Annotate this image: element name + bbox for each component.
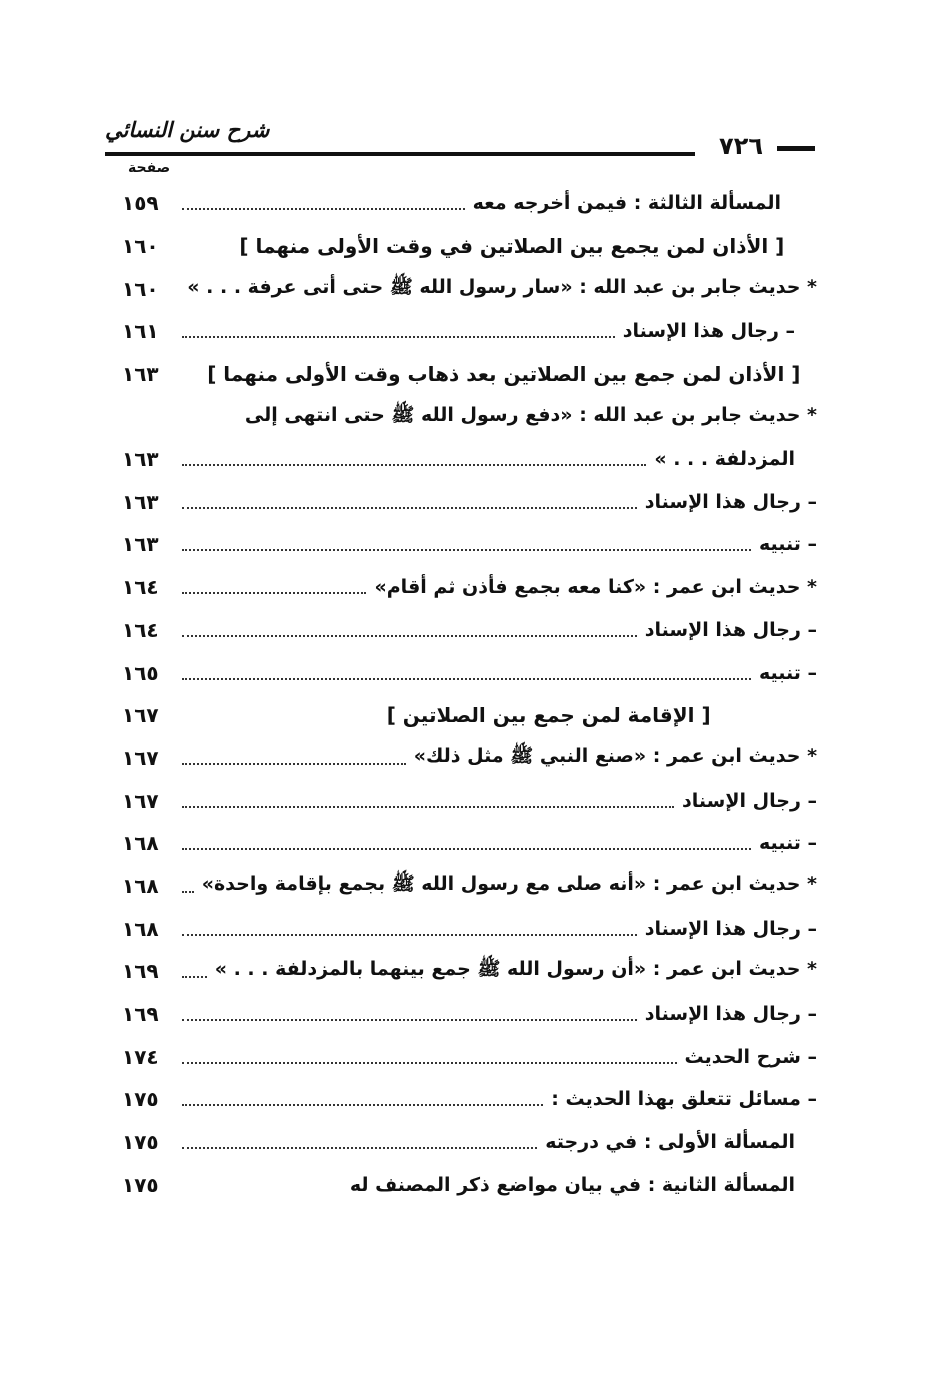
page-number: ٧٢٦ xyxy=(719,132,763,160)
page-ref: ١٦٤ xyxy=(122,575,159,600)
page-ref: ١٧٥ xyxy=(122,1130,159,1155)
book-title: شرح سنن النسائي xyxy=(105,118,270,142)
dot-leader xyxy=(182,1135,537,1149)
toc-entry xyxy=(122,182,817,225)
page-ref: ١٦٧ xyxy=(122,703,159,728)
toc-entry xyxy=(122,609,817,652)
entry-title: * حديث ابن عمر : «أن رسول الله ﷺ جمع بينهما بالمزدلفة . . . » xyxy=(214,958,817,981)
section-title: [ الإقامة لمن جمع بين الصلاتين ] xyxy=(386,703,711,728)
toc-entry xyxy=(122,1035,817,1078)
dot-leader xyxy=(182,666,751,680)
entry-title: * حديث ابن عمر : «صنع النبي ﷺ مثل ذلك» xyxy=(413,744,817,767)
entry-title: – تنبيه xyxy=(758,661,817,684)
page-ref: ١٦٩ xyxy=(122,1002,159,1027)
page-ref: ١٦٤ xyxy=(122,617,159,642)
entry-title: – رجال هذا الإسناد xyxy=(644,618,817,641)
page-ref: ١٧٤ xyxy=(122,1044,159,1069)
entry-title: المسألة الثالثة : فيمن أخرجه معه xyxy=(472,192,781,215)
toc-section-heading xyxy=(122,225,817,268)
dot-leader xyxy=(182,751,406,765)
dot-leader xyxy=(182,495,637,509)
dot-leader xyxy=(182,1007,637,1021)
page-number-dash xyxy=(777,146,815,151)
page-header xyxy=(105,112,815,162)
page-ref: ١٦٨ xyxy=(122,916,159,941)
entry-title: – رجال هذا الإسناد xyxy=(644,490,817,513)
entry-title: – رجال هذا الإسناد xyxy=(622,320,795,343)
toc-entry xyxy=(122,395,817,480)
dot-leader xyxy=(182,623,637,637)
toc-entry xyxy=(122,310,817,353)
entry-title: * حديث ابن عمر : «كنا معه بجمع فأذن ثم أقام» xyxy=(374,576,817,599)
entry-title: * حديث جابر بن عبد الله : «دفع رسول الله ﷺ حتى انتهى إلى xyxy=(244,403,817,426)
entry-title: المسألة الأولى : في درجته xyxy=(545,1131,795,1154)
page-ref: ١٦٧ xyxy=(122,788,159,813)
dot-leader xyxy=(182,879,194,893)
entry-title: – تنبيه xyxy=(758,832,817,855)
header-rule xyxy=(105,152,695,156)
toc-entry xyxy=(122,267,817,310)
toc-entry xyxy=(122,737,817,780)
page-ref: ١٧٥ xyxy=(122,1172,159,1197)
entry-title: – رجال هذا الإسناد xyxy=(644,917,817,940)
page-ref: ١٦٧ xyxy=(122,745,159,770)
entry-continuation: المزدلفة . . . » xyxy=(654,447,795,470)
dot-leader xyxy=(182,794,674,808)
toc-entry xyxy=(122,779,817,822)
page-ref: ١٦٣ xyxy=(122,489,159,514)
entry-title: المسألة الثانية : في بيان مواضع ذكر المصنف له xyxy=(349,1173,795,1196)
toc-entry xyxy=(122,1121,817,1164)
toc-entry xyxy=(122,950,817,993)
entry-title: – مسائل تتعلق بهذا الحديث : xyxy=(551,1088,817,1111)
page-ref: ١٦٨ xyxy=(122,831,159,856)
page-ref: ١٦٠ xyxy=(122,234,159,259)
page-ref: ١٥٩ xyxy=(122,191,159,216)
toc-entry xyxy=(122,523,817,566)
dot-leader xyxy=(182,1179,342,1191)
page-ref: ١٦٨ xyxy=(122,873,159,898)
toc-entry xyxy=(122,566,817,609)
toc-section-heading xyxy=(122,694,817,737)
page-ref: ١٦١ xyxy=(122,319,159,344)
page-ref: ١٦٥ xyxy=(122,660,159,685)
page-ref: ١٦٣ xyxy=(122,532,159,557)
dot-leader xyxy=(182,922,637,936)
entry-title: – رجال هذا الإسناد xyxy=(644,1003,817,1026)
dot-leader xyxy=(182,1092,543,1106)
entry-title: * حديث جابر بن عبد الله : «سار رسول الله ﷺ حتى أتى عرفة . . . » xyxy=(187,275,817,298)
dot-leader xyxy=(182,452,646,466)
dot-leader xyxy=(182,1050,677,1064)
page-column-label: صفحة xyxy=(128,160,171,176)
page-ref: ١٦٣ xyxy=(122,362,159,387)
toc-entry xyxy=(122,1163,817,1206)
dot-leader xyxy=(182,324,615,338)
entry-title: – شرح الحديث xyxy=(684,1045,817,1068)
dot-leader xyxy=(182,580,366,594)
entry-title: * حديث ابن عمر : «أنه صلى مع رسول الله ﷺ بجمع بإقامة واحدة» xyxy=(201,872,817,895)
toc-entry xyxy=(122,993,817,1036)
toc-entry xyxy=(122,865,817,908)
page-ref: ١٧٥ xyxy=(122,1087,159,1112)
page-ref: ١٦٣ xyxy=(122,446,159,471)
toc-entry xyxy=(122,822,817,865)
dot-leader xyxy=(182,964,207,978)
toc-entry xyxy=(122,907,817,950)
toc-section-heading xyxy=(122,353,817,396)
page-ref: ١٦٩ xyxy=(122,959,159,984)
dot-leader xyxy=(182,196,465,210)
section-title: [ الأذان لمن يجمع بين الصلاتين في وقت الأولى منهما ] xyxy=(239,234,785,259)
page-ref: ١٦٠ xyxy=(122,276,159,301)
table-of-contents xyxy=(122,182,817,1206)
dot-leader xyxy=(182,836,751,850)
section-title: [ الأذان لمن جمع بين الصلاتين بعد ذهاب وقت الأولى منهما ] xyxy=(207,362,801,387)
dot-leader xyxy=(182,537,751,551)
toc-entry xyxy=(122,480,817,523)
toc-entry xyxy=(122,1078,817,1121)
entry-title: – تنبيه xyxy=(758,533,817,556)
toc-entry xyxy=(122,651,817,694)
entry-title: – رجال الإسناد xyxy=(682,789,817,812)
